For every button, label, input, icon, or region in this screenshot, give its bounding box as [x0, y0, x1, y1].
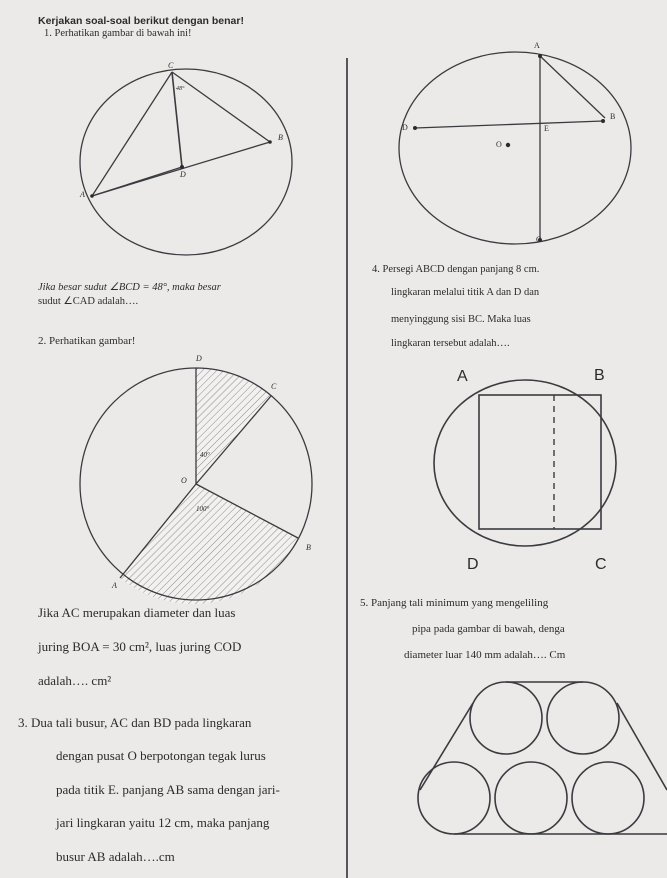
- q3-text-line-4: jari lingkaran yaitu 12 cm, maka panjang: [56, 815, 270, 830]
- q1-label-a: A: [80, 190, 85, 199]
- q5-text-line-1: 5. Panjang tali minimum yang mengeliling: [360, 597, 549, 609]
- q2-label-c: C: [271, 382, 277, 391]
- q4-label-a: A: [457, 368, 468, 385]
- q2-text-line-3: adalah…. cm²: [38, 673, 112, 688]
- q5-text-line-3: diameter luar 140 mm adalah…. Cm: [404, 649, 566, 661]
- q2-label-d: D: [196, 354, 202, 363]
- q1-label-d: D: [180, 170, 186, 179]
- q2-label-o: O: [181, 476, 187, 485]
- q2-label-b: B: [306, 543, 311, 552]
- q2-angle-40: 40°: [200, 451, 210, 459]
- q3-text-line-5: busur AB adalah….cm: [56, 849, 175, 864]
- q2-text-line-2: juring BOA = 30 cm², luas juring COD: [38, 639, 242, 654]
- q4-text-line-2: lingkaran melalui titik A dan D dan: [391, 287, 540, 298]
- q4-label-c: C: [595, 556, 607, 573]
- q4-text-line-4: lingkaran tersebut adalah….: [391, 338, 510, 349]
- q2-angle-100: 100°: [196, 505, 210, 513]
- fig3-label-o: O: [496, 140, 502, 149]
- worksheet-title: Kerjakan soal-soal berikut dengan benar!: [38, 15, 244, 27]
- q3-text-line-2: dengan pusat O berpotongan tegak lurus: [56, 748, 266, 763]
- q1-label-c: C: [168, 61, 174, 70]
- fig3-label-a: A: [534, 41, 540, 50]
- fig3-label-d: D: [402, 123, 408, 132]
- q2-text-line-1: Jika AC merupakan diameter dan luas: [38, 605, 236, 620]
- q5-text-line-2: pipa pada gambar di bawah, denga: [412, 623, 565, 635]
- q1-text-line-2: sudut ∠CAD adalah….: [38, 296, 139, 307]
- q4-label-d: D: [467, 556, 479, 573]
- q1-text-line-1: Jika besar sudut ∠BCD = 48°, maka besar: [38, 282, 221, 293]
- fig3-label-b: B: [610, 112, 616, 121]
- q1-label-b: B: [278, 133, 283, 142]
- q4-text-line-3: menyinggung sisi BC. Maka luas: [391, 314, 531, 325]
- q1-angle-label: 48°: [176, 86, 185, 92]
- question-2-intro: 2. Perhatikan gambar!: [38, 335, 136, 347]
- q3-text-line-3: pada titik E. panjang AB sama dengan jari-: [56, 782, 280, 797]
- q4-label-b: B: [594, 367, 605, 384]
- question-1-intro: 1. Perhatikan gambar di bawah ini!: [44, 28, 192, 39]
- q4-text-line-1: 4. Persegi ABCD dengan panjang 8 cm.: [372, 264, 540, 275]
- fig3-label-c: C: [536, 235, 542, 244]
- q2-label-a: A: [112, 581, 117, 590]
- fig3-label-e: E: [544, 124, 549, 133]
- q3-text-line-1: 3. Dua tali busur, AC dan BD pada lingkaran: [18, 715, 252, 730]
